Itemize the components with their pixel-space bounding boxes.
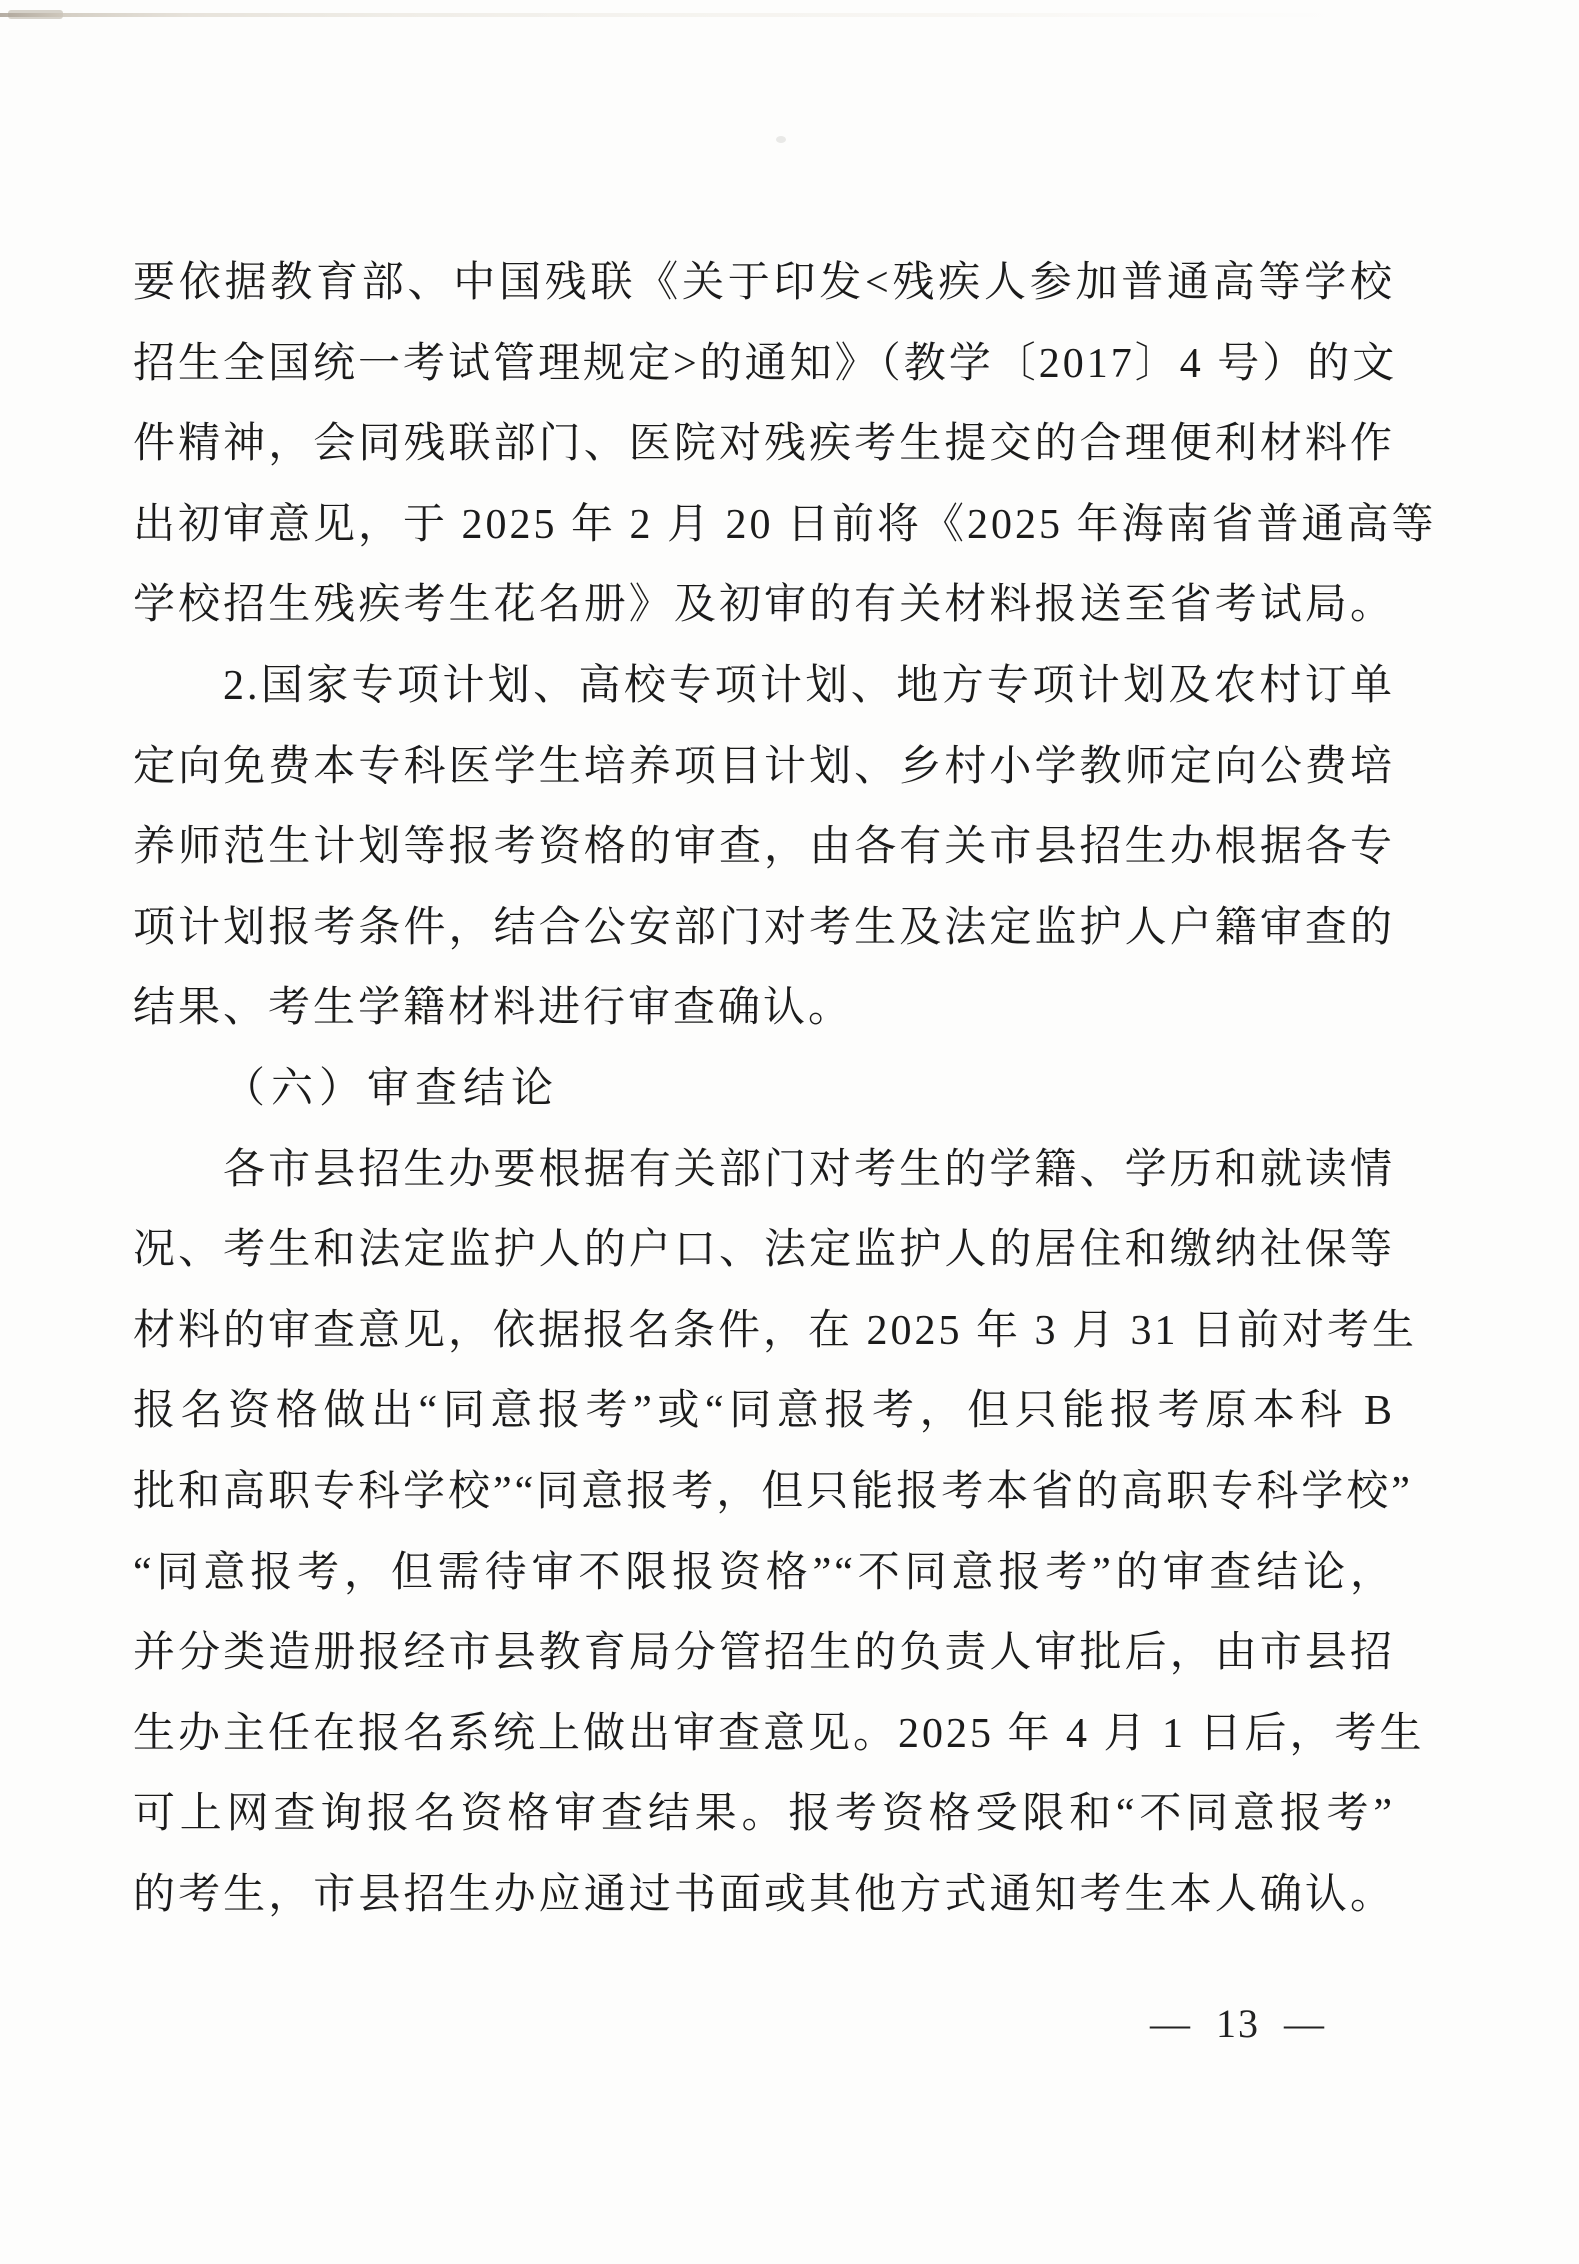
section-heading: （六）审查结论 bbox=[223, 1065, 560, 1112]
page-number: — 13 — bbox=[1150, 2001, 1326, 2046]
text-line: 报名资格做出“同意报考”或“同意报考，但只能报考原本科 B bbox=[133, 1388, 1395, 1435]
text-line: 可上网查询报名资格审查结果。报考资格受限和“不同意报考” bbox=[133, 1791, 1395, 1838]
text-line: 的考生，市县招生办应通过书面或其他方式通知考生本人确认。 bbox=[133, 1871, 1395, 1918]
text-line: 结果、考生学籍材料进行审查确认。 bbox=[133, 985, 854, 1032]
text-line: 各市县招生办要根据有关部门对考生的学籍、学历和就读情 bbox=[223, 1146, 1395, 1193]
text-line: 件精神，会同残联部门、医院对残疾考生提交的合理便利材料作 bbox=[133, 421, 1395, 468]
body-text bbox=[133, 243, 1437, 1935]
scan-artifact-dot bbox=[776, 136, 786, 143]
text-line: 学校招生残疾考生花名册》及初审的有关材料报送至省考试局。 bbox=[133, 582, 1395, 629]
text-line: “同意报考，但需待审不限报资格”“不同意报考”的审查结论， bbox=[133, 1549, 1395, 1596]
text-line: 生办主任在报名系统上做出审查意见。2025 年 4 月 1 日后，考生 bbox=[133, 1710, 1425, 1757]
text-line: 要依据教育部、中国残联《关于印发<残疾人参加普通高等学校 bbox=[133, 260, 1395, 306]
text-line: 况、考生和法定监护人的户口、法定监护人的居住和缴纳社保等 bbox=[133, 1227, 1395, 1274]
text-line-list-item-2: 2.国家专项计划、高校专项计划、地方专项计划及农村订单 bbox=[223, 662, 1395, 709]
text-line: 批和高职专科学校”“同意报考，但只能报考本省的高职专科学校” bbox=[133, 1468, 1413, 1515]
text-line: 项计划报考条件，结合公安部门对考生及法定监护人户籍审查的 bbox=[133, 904, 1395, 951]
text-line: 并分类造册报经市县教育局分管招生的负责人审批后，由市县招 bbox=[133, 1630, 1395, 1677]
text-line: 招生全国统一考试管理规定>的通知》（教学〔2017〕4 号）的文 bbox=[133, 340, 1398, 387]
text-line: 养师范生计划等报考资格的审查，由各有关市县招生办根据各专 bbox=[133, 824, 1395, 871]
text-line: 出初审意见，于 2025 年 2 月 20 日前将《2025 年海南省普通高等 bbox=[133, 501, 1437, 548]
text-line: 材料的审查意见，依据报名条件，在 2025 年 3 月 31 日前对考生 bbox=[133, 1307, 1418, 1354]
scan-artifact-edge-line bbox=[0, 13, 1579, 17]
text-line: 定向免费本专科医学生培养项目计划、乡村小学教师定向公费培 bbox=[133, 743, 1395, 790]
